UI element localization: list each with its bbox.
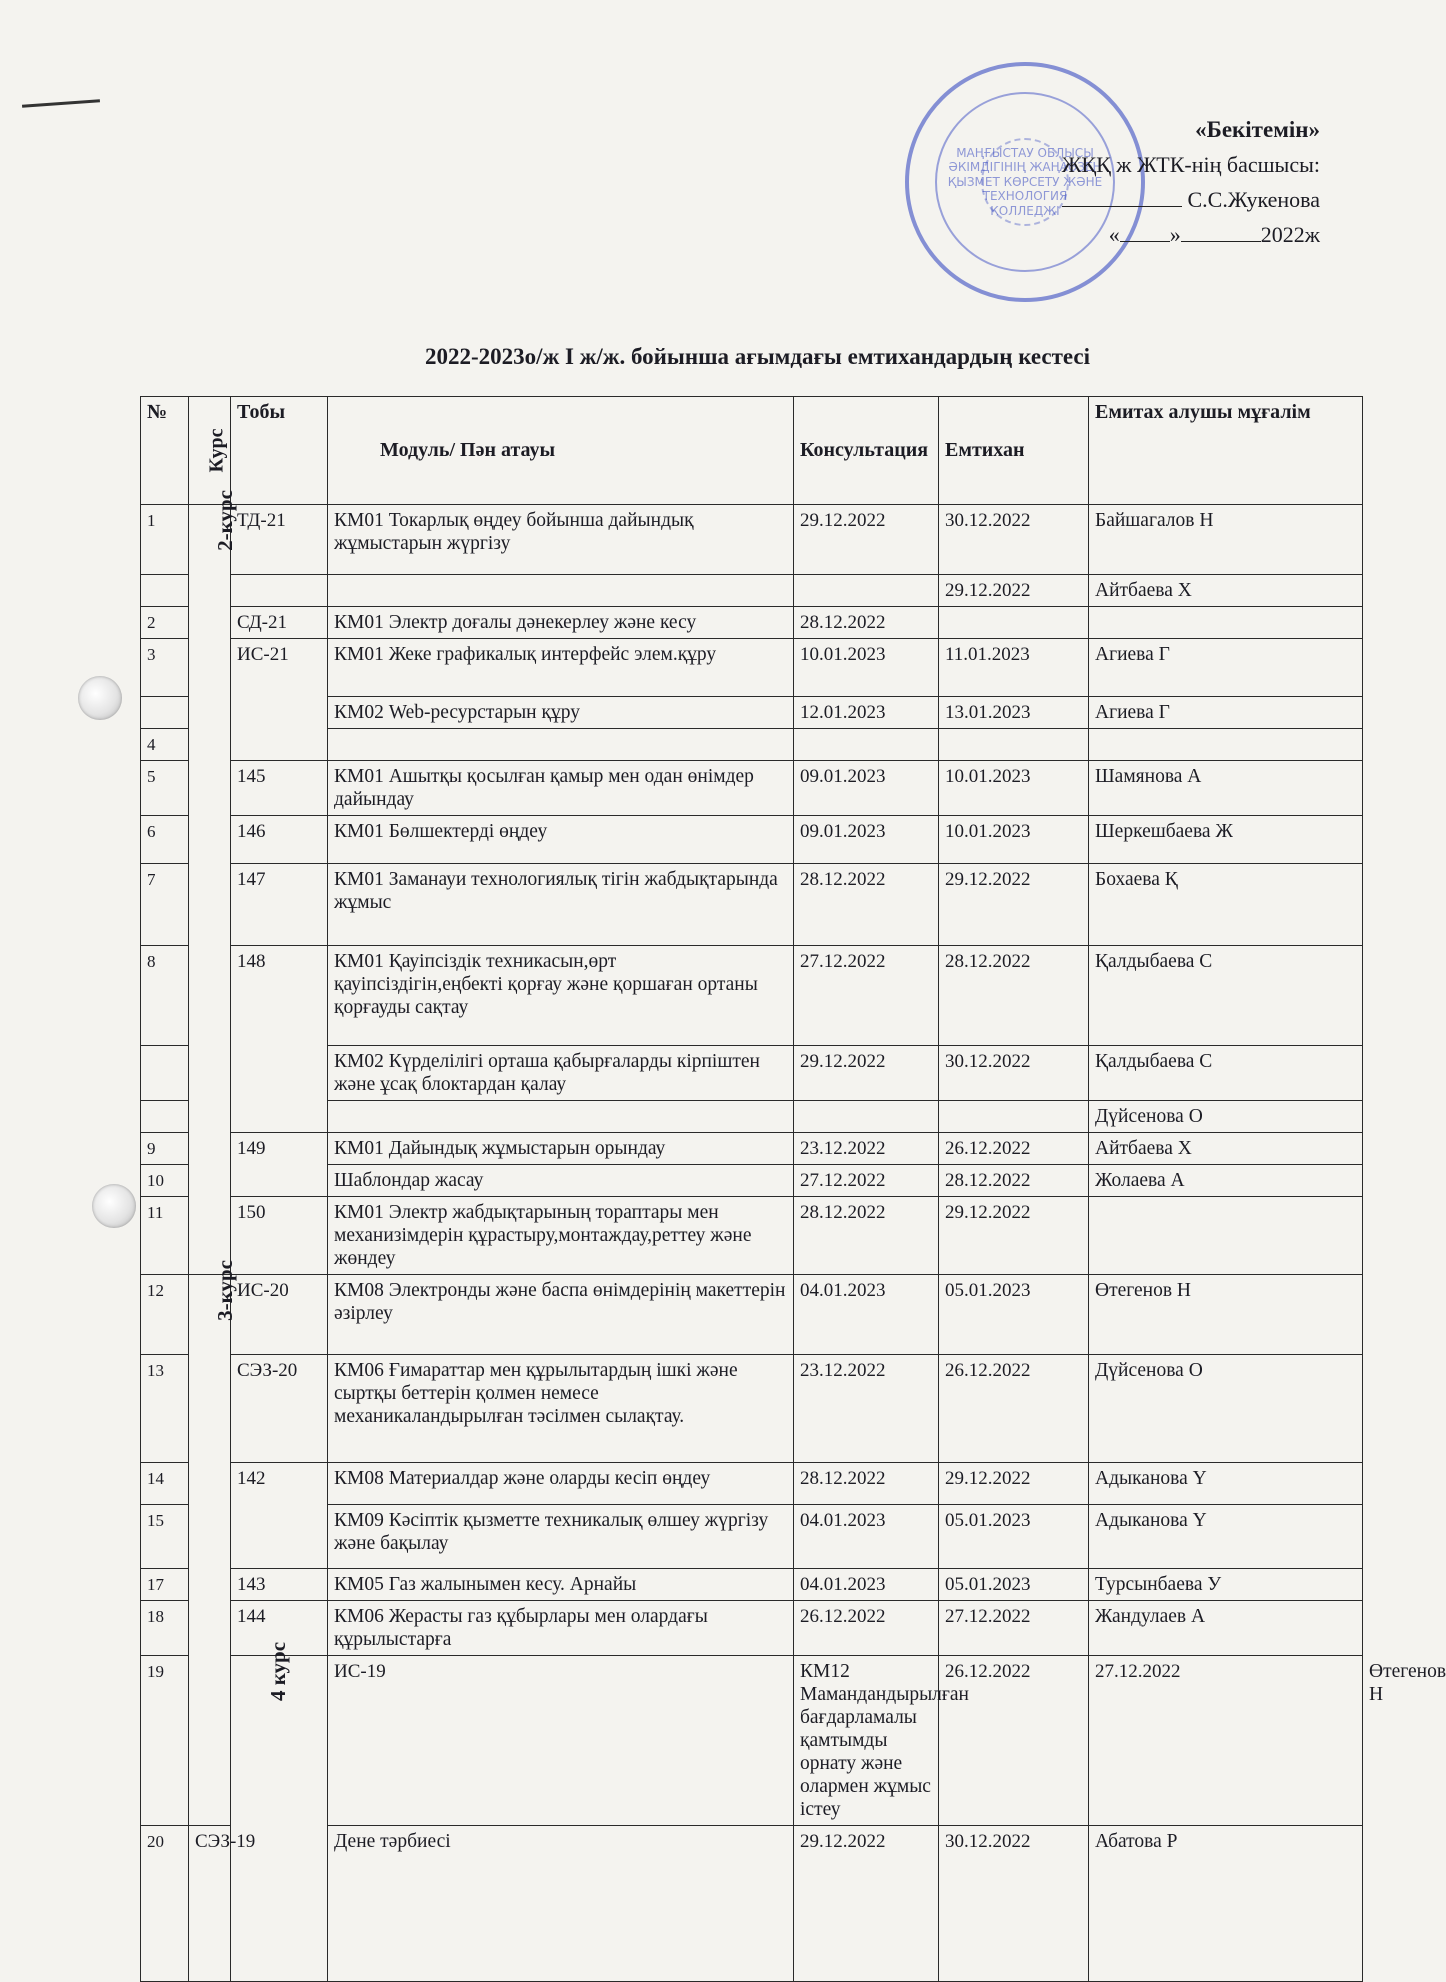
row-teacher: Шеркешбаева Ж <box>1089 816 1363 864</box>
row-consultation-date: 29.12.2022 <box>794 505 939 575</box>
row-consultation-date: 23.12.2022 <box>794 1355 939 1463</box>
row-consultation-date: 28.12.2022 <box>794 607 939 639</box>
row-module: КМ08 Электронды және баспа өнімдерінің макеттерін әзірлеу <box>328 1275 794 1355</box>
row-module: КМ02 Web-ресурстарын құру <box>328 697 794 729</box>
row-exam-date: 30.12.2022 <box>939 1826 1089 1982</box>
table-row <box>141 1133 1363 1165</box>
row-consultation-date: 29.12.2022 <box>794 1826 939 1982</box>
row-num <box>141 697 189 729</box>
kurs-3-cell: 3-курс <box>189 1275 231 1826</box>
row-consultation-date: 29.12.2022 <box>794 1046 939 1101</box>
table-row <box>141 505 1363 575</box>
row-exam-date: 29.12.2022 <box>939 575 1089 607</box>
approval-date-line <box>1109 217 1320 252</box>
row-module: КМ01 Ашытқы қосылған қамыр мен одан өнімдер дайындау <box>328 761 794 816</box>
row-consultation-date <box>794 1101 939 1133</box>
row-num: 19 <box>141 1656 189 1826</box>
row-group: СД-21 <box>231 607 328 639</box>
row-num: 7 <box>141 864 189 946</box>
row-exam-date: 30.12.2022 <box>939 505 1089 575</box>
row-teacher: Агиева Г <box>1089 639 1363 697</box>
row-module: КМ01 Токарлық өңдеу бойынша дайындық жұмыстарын жүргізу <box>328 505 794 575</box>
row-group: 145 <box>231 761 328 816</box>
row-num: 8 <box>141 946 189 1046</box>
document-title: 2022-2023о/ж І ж/ж. бойынша ағымдағы емтихандардың кестесі <box>425 344 1090 369</box>
row-group: 149 <box>231 1133 328 1197</box>
table-row <box>141 1355 1363 1463</box>
row-teacher: Қалдыбаева С <box>1089 1046 1363 1101</box>
row-group: ТД-21 <box>231 505 328 575</box>
col-header-consultation: Консультация <box>794 397 939 505</box>
row-consultation-date: 26.12.2022 <box>794 1601 939 1656</box>
row-exam-date <box>939 729 1089 761</box>
row-module: КМ01 Жеке графикалық интерфейс элем.құру <box>328 639 794 697</box>
row-consultation-date <box>794 575 939 607</box>
row-num: 14 <box>141 1463 189 1505</box>
row-group: СЭЗ-20 <box>231 1355 328 1463</box>
row-exam-date: 27.12.2022 <box>939 1601 1089 1656</box>
row-group: 147 <box>231 864 328 946</box>
row-group: ИС-19 <box>328 1656 794 1826</box>
table-row: 19 4 курс ИС-19 КМ12 Мамандандырылған бағдарламалы қамтымды орнату және олармен жұмыс істеу 26.12.2022 27.12.2022 Өтегенов Н <box>141 1656 1363 1826</box>
row-num: 4 <box>141 729 189 761</box>
row-num: 9 <box>141 1133 189 1165</box>
row-teacher: Айтбаева Х <box>1089 575 1363 607</box>
table-row <box>141 639 1363 697</box>
table-row <box>141 816 1363 864</box>
day-blank <box>1120 221 1170 242</box>
row-group: 142 <box>231 1463 328 1569</box>
row-consultation-date: 26.12.2022 <box>939 1656 1089 1826</box>
row-teacher: Өтегенов Н <box>1089 1275 1363 1355</box>
row-module: КМ01 Дайындық жұмыстарын орындау <box>328 1133 794 1165</box>
row-num: 11 <box>141 1197 189 1275</box>
row-num: 1 <box>141 505 189 575</box>
row-exam-date: 05.01.2023 <box>939 1569 1089 1601</box>
row-module <box>328 1101 794 1133</box>
row-consultation-date: 04.01.2023 <box>794 1505 939 1569</box>
row-consultation-date: 27.12.2022 <box>794 1165 939 1197</box>
row-exam-date: 28.12.2022 <box>939 1165 1089 1197</box>
approver-position: ЖҚҚ ж ЖТК-нің басшысы: <box>1061 152 1320 177</box>
row-exam-date: 29.12.2022 <box>939 1463 1089 1505</box>
row-teacher: Шамянова А <box>1089 761 1363 816</box>
row-num: 12 <box>141 1275 189 1355</box>
punch-hole-icon <box>78 676 122 720</box>
row-module: КМ01 Заманауи технологиялық тігін жабдықтарында жұмыс <box>328 864 794 946</box>
row-num <box>141 575 189 607</box>
col-header-kurs: Курс <box>189 397 231 505</box>
row-teacher: Қалдыбаева С <box>1089 946 1363 1046</box>
row-exam-date: 10.01.2023 <box>939 816 1089 864</box>
row-teacher: Абатова Р <box>1089 1826 1363 1982</box>
row-exam-date: 29.12.2022 <box>939 1197 1089 1275</box>
row-teacher <box>1089 607 1363 639</box>
row-num: 5 <box>141 761 189 816</box>
row-module: КМ06 Жерасты газ құбырлары мен олардағы құрылыстарға <box>328 1601 794 1656</box>
kurs-2-cell: 2-курс <box>189 505 231 1275</box>
row-teacher: Дүйсенова О <box>1089 1355 1363 1463</box>
table-row <box>141 575 1363 607</box>
row-num: 6 <box>141 816 189 864</box>
table-row <box>141 607 1363 639</box>
kurs-4-cell: 4 курс <box>231 1656 328 1982</box>
row-consultation-date: 04.01.2023 <box>794 1275 939 1355</box>
month-blank <box>1181 221 1261 242</box>
row-consultation-date: 27.12.2022 <box>794 946 939 1046</box>
row-exam-date: 26.12.2022 <box>939 1355 1089 1463</box>
row-exam-date: 28.12.2022 <box>939 946 1089 1046</box>
row-group: ИС-21 <box>231 639 328 761</box>
row-exam-date: 05.01.2023 <box>939 1505 1089 1569</box>
table-header-row <box>141 397 1363 505</box>
row-exam-date <box>939 1101 1089 1133</box>
approval-block <box>960 112 1320 252</box>
row-num: 13 <box>141 1355 189 1463</box>
col-header-group: Тобы <box>231 397 328 505</box>
row-teacher: Турсынбаева У <box>1089 1569 1363 1601</box>
col-header-num: № <box>141 397 189 505</box>
approver-name: С.С.Жукенова <box>1187 187 1320 212</box>
row-teacher: Байшагалов Н <box>1089 505 1363 575</box>
row-module: КМ09 Кәсіптік қызметте техникалық өлшеу жүргізу және бақылау <box>328 1505 794 1569</box>
table-row <box>141 946 1363 1046</box>
row-num: 18 <box>141 1601 189 1656</box>
row-module: КМ12 Мамандандырылған бағдарламалы қамтымды орнату және олармен жұмыс істеу <box>794 1656 939 1826</box>
row-group: 148 <box>231 946 328 1133</box>
row-consultation-date: 04.01.2023 <box>794 1569 939 1601</box>
row-consultation-date: 09.01.2023 <box>794 761 939 816</box>
punch-hole-icon <box>92 1184 136 1228</box>
approver-signature-line <box>960 182 1320 217</box>
row-module: Шаблондар жасау <box>328 1165 794 1197</box>
row-group <box>231 575 328 607</box>
row-module: КМ01 Қауіпсіздік техникасын,өрт қауіпсіздігін,еңбекті қорғау және қоршаған ортаны қорғауды сақтау <box>328 946 794 1046</box>
row-consultation-date: 28.12.2022 <box>794 864 939 946</box>
approval-year: 2022ж <box>1260 222 1320 247</box>
row-consultation-date <box>794 729 939 761</box>
row-num <box>141 1046 189 1101</box>
exam-schedule-table <box>140 396 1446 1982</box>
table-row <box>141 1569 1363 1601</box>
row-group: 143 <box>231 1569 328 1601</box>
table-row <box>141 761 1363 816</box>
row-teacher: Айтбаева Х <box>1089 1133 1363 1165</box>
row-consultation-date: 28.12.2022 <box>794 1463 939 1505</box>
row-group: 144 <box>231 1601 328 1656</box>
row-num: 17 <box>141 1569 189 1601</box>
row-teacher: Жандулаев А <box>1089 1601 1363 1656</box>
row-consultation-date: 12.01.2023 <box>794 697 939 729</box>
row-module: КМ01 Электр жабдықтарының тораптары мен механизімдерін құрастыру,монтаждау,реттеу және жөндеу <box>328 1197 794 1275</box>
row-consultation-date: 10.01.2023 <box>794 639 939 697</box>
row-module: КМ01 Бөлшектерді өңдеу <box>328 816 794 864</box>
table-row <box>141 1197 1363 1275</box>
date-open-quote: « <box>1108 222 1120 247</box>
row-exam-date: 05.01.2023 <box>939 1275 1089 1355</box>
table-row <box>141 864 1363 946</box>
row-module <box>328 729 794 761</box>
row-num: 15 <box>141 1505 189 1569</box>
row-teacher: Жолаева А <box>1089 1165 1363 1197</box>
row-teacher: Агиева Г <box>1089 697 1363 729</box>
row-exam-date: 26.12.2022 <box>939 1133 1089 1165</box>
row-group: 150 <box>231 1197 328 1275</box>
signature-blank <box>1062 186 1182 207</box>
approve-word: «Бекітемін» <box>1195 117 1320 142</box>
row-teacher <box>1089 1197 1363 1275</box>
row-module <box>328 575 794 607</box>
table-row <box>141 1601 1363 1656</box>
row-module: КМ08 Материалдар және оларды кесіп өңдеу <box>328 1463 794 1505</box>
row-num <box>141 1101 189 1133</box>
row-module: КМ06 Ғимараттар мен құрылытардың ішкі және сыртқы беттерін қолмен немесе механикаландырылған тәсілмен сылақтау. <box>328 1355 794 1463</box>
col-header-exam: Емтихан <box>939 397 1089 505</box>
row-exam-date: 10.01.2023 <box>939 761 1089 816</box>
row-exam-date: 27.12.2022 <box>1089 1656 1363 1826</box>
col-header-teacher: Емитах алушы мұғалім <box>1089 397 1363 505</box>
row-num: 20 <box>141 1826 189 1982</box>
row-num: 3 <box>141 639 189 697</box>
row-group: 146 <box>231 816 328 864</box>
row-consultation-date: 09.01.2023 <box>794 816 939 864</box>
row-teacher: Адыканова Ү <box>1089 1505 1363 1569</box>
table-row <box>141 1463 1363 1505</box>
row-consultation-date: 28.12.2022 <box>794 1197 939 1275</box>
row-num: 2 <box>141 607 189 639</box>
row-group: СЭЗ-19 <box>189 1826 231 1982</box>
row-teacher: Дүйсенова О <box>1089 1101 1363 1133</box>
row-num: 10 <box>141 1165 189 1197</box>
col-header-module: Модуль/ Пән атауы <box>328 397 794 505</box>
pen-stroke-mark <box>22 99 100 107</box>
row-teacher: Бохаева Қ <box>1089 864 1363 946</box>
row-module: КМ05 Газ жалынымен кесу. Арнайы <box>328 1569 794 1601</box>
row-exam-date: 30.12.2022 <box>939 1046 1089 1101</box>
row-exam-date: 11.01.2023 <box>939 639 1089 697</box>
row-teacher <box>1089 729 1363 761</box>
seal-text: МАҢҒЫСТАУ ОБЛЫСЫ ӘКІМДІГІНІҢ ЖАҢАӨЗЕН ҚЫЗМЕТ КӨРСЕТУ ЖӘНЕ ТЕХНОЛОГИЯ КОЛЛЕДЖІ <box>947 146 1103 218</box>
row-teacher: Адыканова Ү <box>1089 1463 1363 1505</box>
row-exam-date <box>939 607 1089 639</box>
row-exam-date: 29.12.2022 <box>939 864 1089 946</box>
row-module: КМ02 Күрделілігі орташа қабырғаларды кірпіштен және ұсақ блоктардан қалау <box>328 1046 794 1101</box>
table-row <box>141 1275 1363 1355</box>
row-module: КМ01 Электр доғалы дәнекерлеу және кесу <box>328 607 794 639</box>
row-exam-date: 13.01.2023 <box>939 697 1089 729</box>
date-close-quote: » <box>1169 222 1181 247</box>
row-group: ИС-20 <box>231 1275 328 1355</box>
row-consultation-date: 23.12.2022 <box>794 1133 939 1165</box>
row-module: Дене тәрбиесі <box>328 1826 794 1982</box>
